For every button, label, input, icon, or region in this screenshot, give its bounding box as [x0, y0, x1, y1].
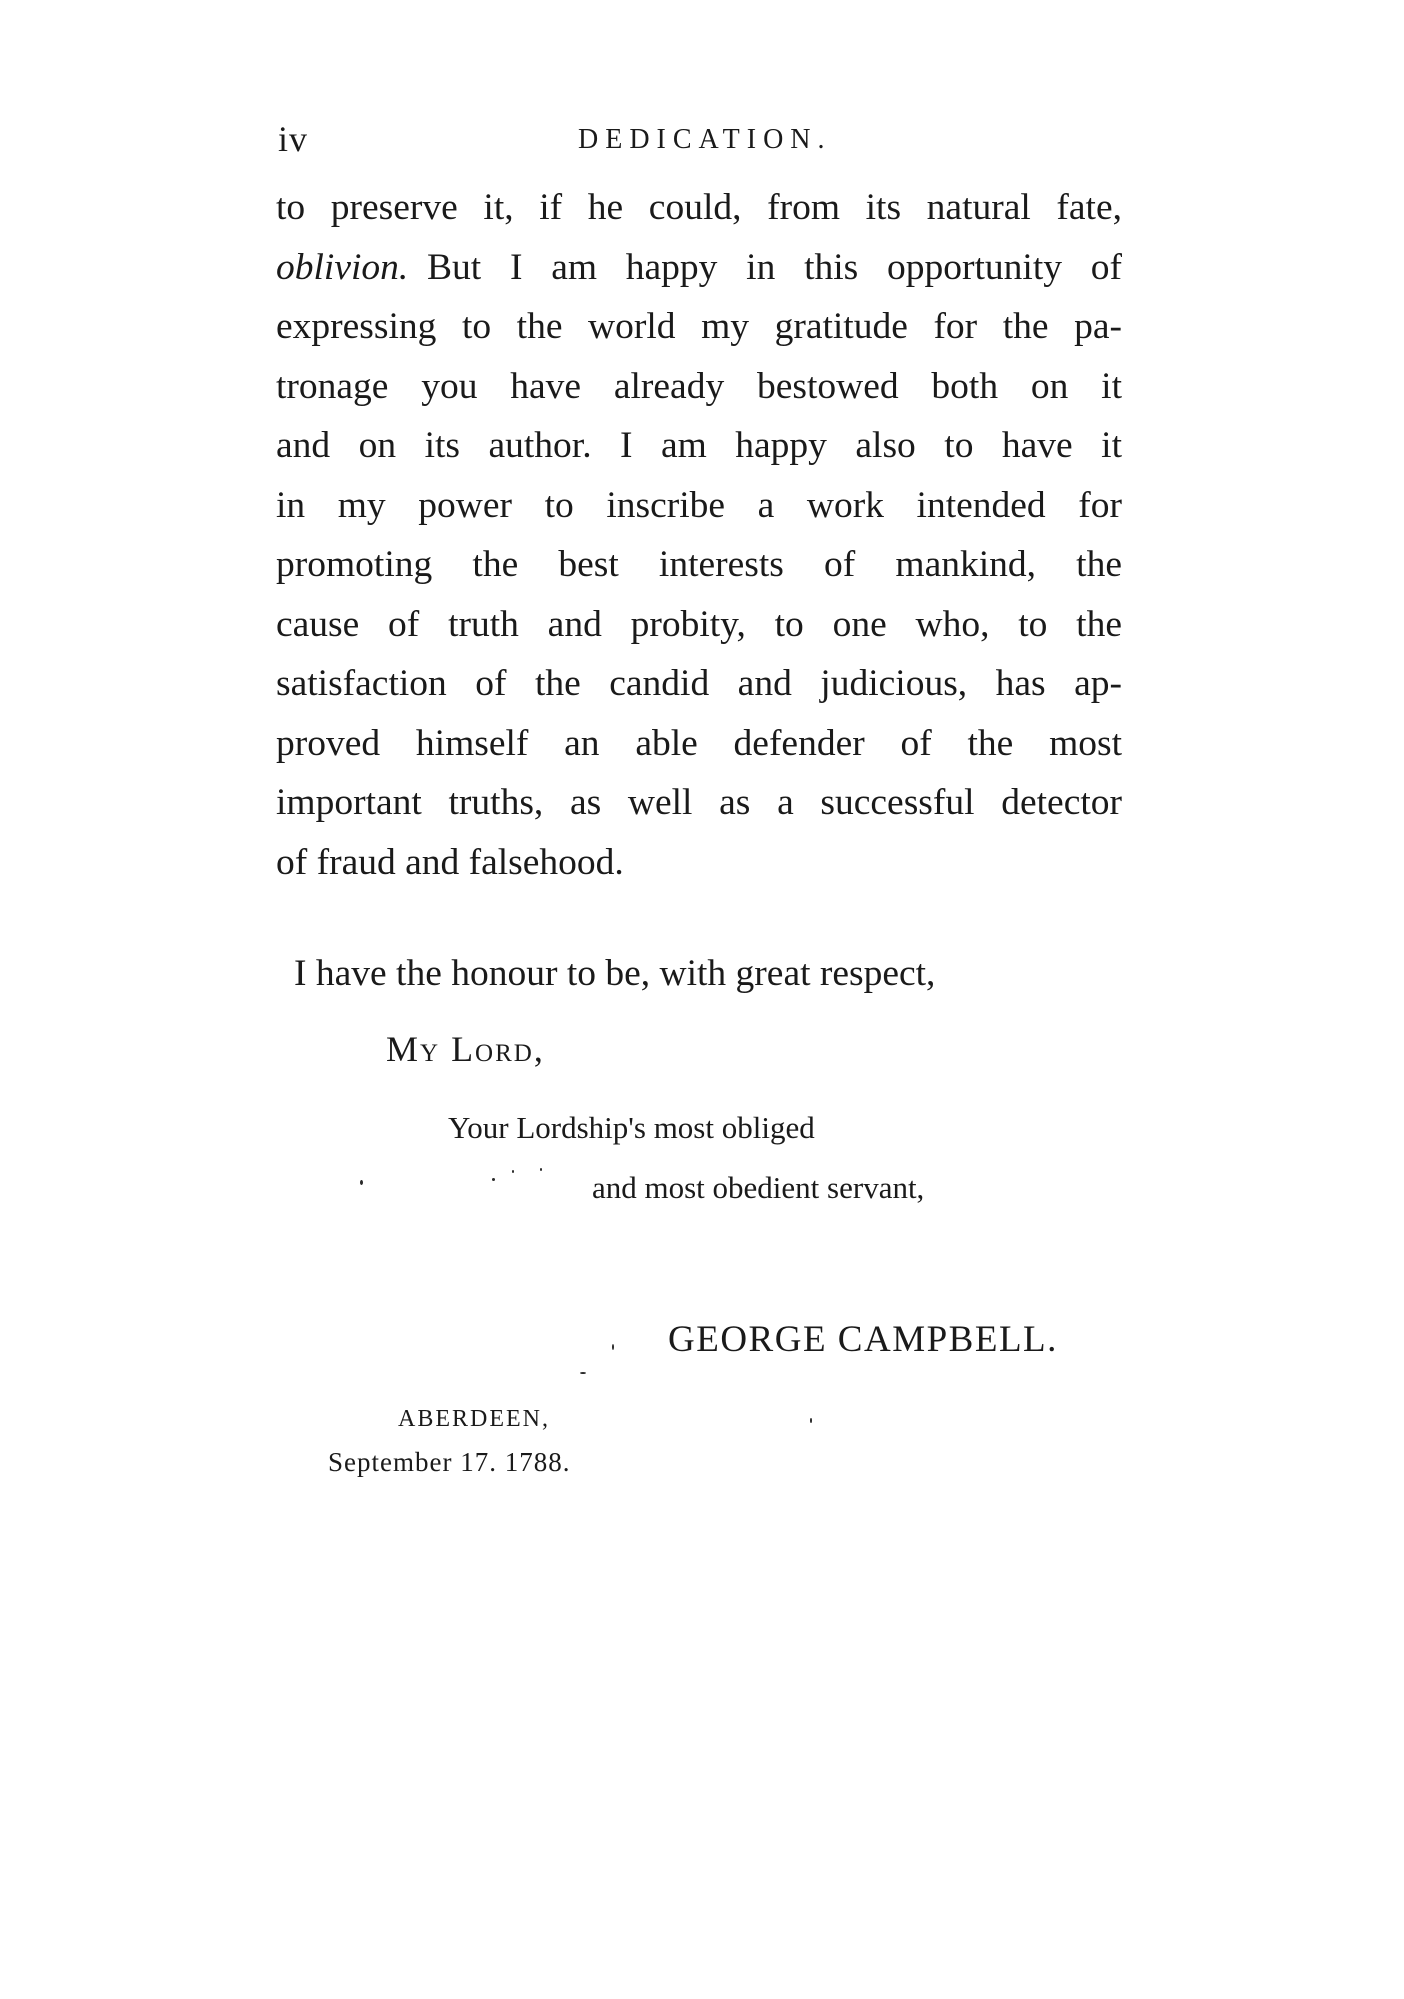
scan-speck — [810, 1418, 812, 1423]
sign-off-line-2: and most obedient servant, — [592, 1170, 925, 1205]
running-head: DEDICATION. — [578, 124, 832, 155]
sign-off-line-1: Your Lordship's most obliged — [448, 1110, 815, 1145]
body-line: of fraud and falsehood. — [276, 841, 624, 883]
closing-line: I have the honour to be, with great respect, — [294, 953, 936, 994]
scan-speck — [540, 1168, 542, 1171]
scan-speck — [612, 1344, 614, 1350]
body-line: proved himself an able defender of the most — [276, 722, 1122, 764]
italic-word: oblivion. — [276, 246, 409, 288]
body-line: expressing to the world my gratitude for the pa- — [276, 306, 1122, 347]
scan-speck — [492, 1178, 495, 1181]
dedication-body — [276, 178, 1122, 892]
body-line: tronage you have already bestowed both on it — [276, 365, 1122, 407]
body-line: satisfaction of the candid and judicious, has ap- — [276, 663, 1122, 704]
scan-speck — [360, 1180, 363, 1185]
body-line: and on its author. I am happy also to have it — [276, 425, 1122, 466]
scan-speck — [512, 1170, 514, 1173]
dateline-place: ABERDEEN, — [398, 1406, 550, 1432]
body-line: But I am happy in this opportunity of — [427, 246, 1122, 288]
page-number: iv — [278, 119, 309, 159]
body-line: cause of truth and probity, to one who, to the — [276, 603, 1122, 645]
dateline-date: September 17. 1788. — [328, 1447, 571, 1477]
scan-speck — [580, 1372, 586, 1374]
body-line: to preserve it, if he could, from its natural fate, — [276, 187, 1122, 228]
body-line-with-italic — [276, 238, 1122, 298]
body-line: promoting the best interests of mankind, the — [276, 544, 1122, 585]
body-line: in my power to inscribe a work intended for — [276, 484, 1122, 526]
salutation: My Lord, — [386, 1029, 545, 1069]
body-line: important truths, as well as a successful detector — [276, 782, 1122, 823]
author-signature: GEORGE CAMPBELL. — [668, 1319, 1058, 1360]
